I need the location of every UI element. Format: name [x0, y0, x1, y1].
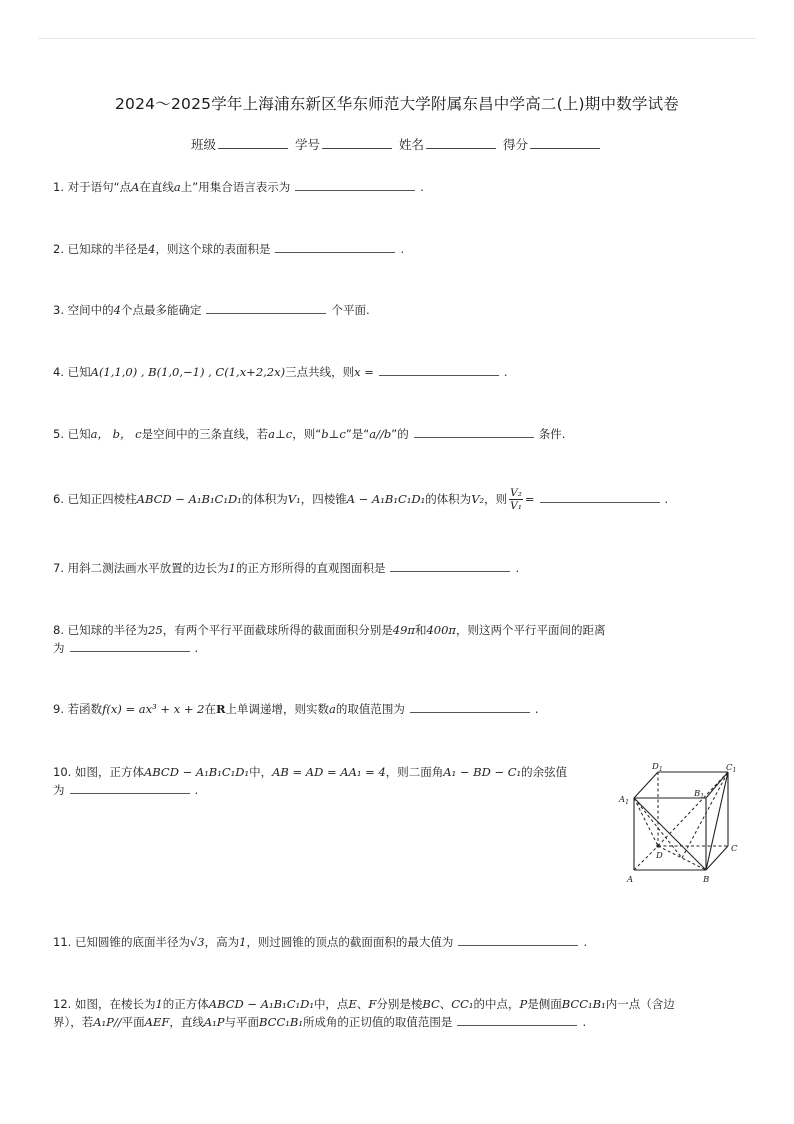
- label-a: A: [627, 875, 634, 885]
- answer-blank-4[interactable]: [379, 364, 499, 376]
- answer-blank-5[interactable]: [414, 426, 534, 438]
- answer-blank-3[interactable]: [206, 302, 326, 314]
- name-blank[interactable]: [426, 136, 496, 149]
- question-6: 6. 已知正四棱柱ABCD − A₁B₁C₁D₁的体积为V₁，四棱锥A − A₁B₁C₁D₁的体积为V₂，则 $\frac{\text{V₂}}{\text{V₁}}$ = .: [53, 487, 669, 512]
- answer-blank-11[interactable]: [458, 934, 578, 946]
- edge-bc: [706, 846, 728, 870]
- line-dc1-hidden: [658, 772, 728, 846]
- class-label: 班级: [190, 137, 216, 152]
- question-12: 12. 如图，在棱长为1的正方体ABCD − A₁B₁C₁D₁中，点E、F分别是棱BC、CC₁的中点，P是侧面BCC₁B₁内一点（含边 界），若A₁P//平面AEF，直线A₁P与平面BCC₁B₁所成角的正切值的取值范围是 .: [53, 997, 675, 1029]
- question-5: 5. 已知a， b， c是空间中的三条直线，若a⊥c，则“b⊥c”是“a//b”的 条件.: [53, 427, 566, 441]
- label-b1: $B_1$: [694, 789, 705, 800]
- label-a1: $A_1$: [619, 795, 629, 806]
- page-title: 2024～2025学年上海浦东新区华东师范大学附属东昌中学高二(上)期中数学试卷: [115, 95, 679, 113]
- answer-blank-10[interactable]: [70, 782, 190, 794]
- edge-ad-hidden: [634, 846, 658, 870]
- top-divider: [38, 38, 756, 39]
- answer-blank-2[interactable]: [275, 241, 395, 253]
- question-2: 2. 已知球的半径是4，则这个球的表面积是 .: [53, 242, 405, 256]
- answer-blank-6[interactable]: [540, 491, 660, 503]
- line-a1d-hidden: [634, 798, 658, 846]
- student-id-label: 学号: [294, 137, 320, 152]
- answer-blank-1[interactable]: [295, 179, 415, 191]
- question-4: 4. 已知A(1,1,0) , B(1,0,−1) , C(1,x+2,2x)三点共线，则x = .: [53, 365, 508, 379]
- label-c: C: [731, 844, 738, 854]
- student-info-row: [0, 135, 794, 153]
- answer-blank-7[interactable]: [390, 560, 510, 572]
- answer-blank-9[interactable]: [410, 701, 530, 713]
- line-oc1-hidden: [682, 772, 728, 858]
- cube-figure: [616, 760, 746, 886]
- fraction-v2-v1: $\frac{\text{V₂}}{\text{V₁}}$: [510, 487, 522, 512]
- question-10: 10. 如图，正方体ABCD − A₁B₁C₁D₁中，AB = AD = AA₁ = 4，则二面角A₁ − BD − C₁的余弦值 为 .: [53, 765, 568, 797]
- label-d1: $D_1$: [652, 762, 663, 773]
- question-7: 7. 用斜二测法画水平放置的边长为1的正方形所得的直观图面积是 .: [53, 561, 520, 575]
- score-label: 得分: [502, 137, 528, 152]
- name-label: 姓名: [398, 137, 424, 152]
- answer-blank-12[interactable]: [457, 1014, 577, 1026]
- answer-blank-8[interactable]: [70, 640, 190, 652]
- class-blank[interactable]: [218, 136, 288, 149]
- label-d: D: [656, 851, 663, 861]
- score-blank[interactable]: [530, 136, 600, 149]
- edge-a1d1: [634, 772, 658, 798]
- question-1: 1. 对于语句“点A在直线a上”用集合语言表示为 .: [53, 180, 424, 194]
- question-9: 9. 若函数f(x) = ax³ + x + 2在R上单调递增，则实数a的取值范围为 .: [53, 702, 539, 716]
- label-b: B: [703, 875, 710, 885]
- question-3: 3. 空间中的4个点最多能确定 个平面.: [53, 303, 370, 317]
- line-bc1: [706, 772, 728, 870]
- student-id-blank[interactable]: [322, 136, 392, 149]
- label-c1: $C_1$: [726, 763, 737, 774]
- question-11: 11. 已知圆锥的底面半径为√3，高为1，则过圆锥的顶点的截面面积的最大值为 .: [53, 935, 588, 949]
- question-8: 8. 已知球的半径为25，有两个平行平面截球所得的截面面积分别是49π和400π，则这两个平行平面间的距离 为 .: [53, 623, 606, 655]
